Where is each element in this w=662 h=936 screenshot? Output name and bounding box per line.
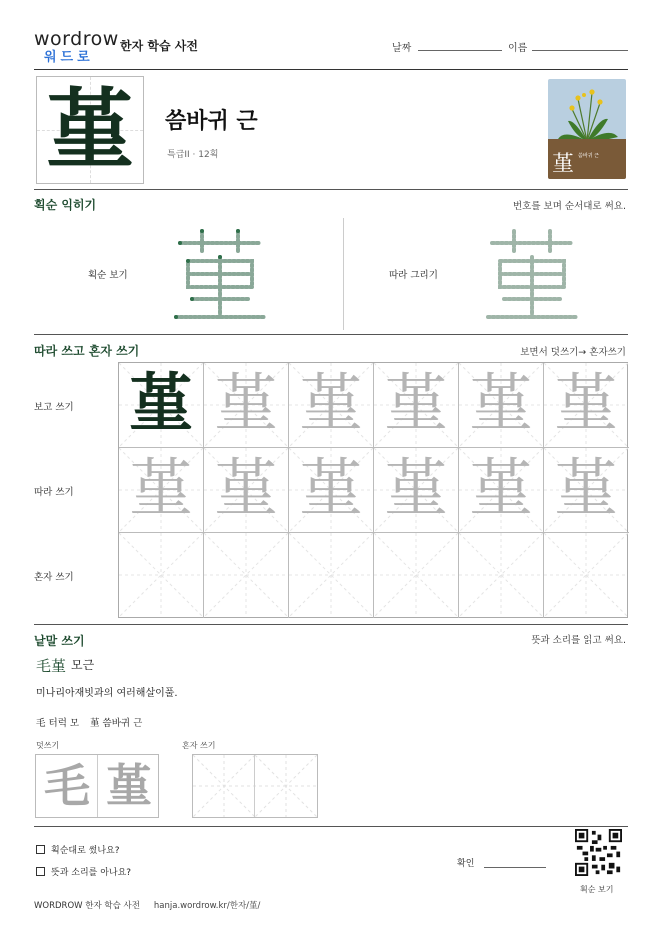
breakdown-gloss: 터럭 모 bbox=[48, 718, 80, 729]
trace-character: 堇 bbox=[299, 368, 363, 442]
hero-character-box bbox=[36, 76, 144, 184]
trace-character: 堇 bbox=[554, 368, 618, 442]
trace-cell[interactable] bbox=[98, 755, 160, 817]
confirm-signature-field[interactable] bbox=[484, 867, 546, 868]
practice-grid bbox=[118, 362, 628, 618]
practice-cell[interactable] bbox=[374, 363, 459, 448]
checkbox[interactable] bbox=[36, 867, 45, 876]
date-field[interactable] bbox=[418, 50, 502, 51]
practice-cell[interactable] bbox=[204, 363, 289, 448]
character-meta: 특급II · 12획 bbox=[167, 150, 219, 160]
app-title: 한자 학습 사전 bbox=[120, 39, 198, 53]
logo-wordmark: wordrow bbox=[34, 28, 119, 50]
solo-cell[interactable] bbox=[255, 755, 317, 817]
trace-character: 堇 bbox=[214, 368, 278, 442]
row-label-solo: 혼자 쓰기 bbox=[34, 572, 74, 583]
word-solo-grid bbox=[192, 754, 318, 818]
date-label: 날짜 bbox=[392, 43, 412, 54]
practice-cell[interactable] bbox=[459, 363, 544, 448]
practice-cell[interactable] bbox=[544, 363, 629, 448]
checklist-text: 획순대로 썼나요? bbox=[51, 846, 120, 856]
stroke-order-diagram bbox=[170, 225, 270, 325]
checklist-item[interactable] bbox=[36, 865, 131, 878]
practice-cell[interactable] bbox=[289, 533, 374, 618]
divider bbox=[34, 826, 628, 827]
name-label: 이름 bbox=[508, 43, 528, 54]
practice-cell[interactable] bbox=[289, 448, 374, 533]
word-trace-grid bbox=[35, 754, 159, 818]
trace-character: 堇 bbox=[299, 453, 363, 527]
breakdown-char: 堇 bbox=[90, 718, 100, 729]
practice-cell[interactable] bbox=[119, 448, 204, 533]
trace-character: 堇 bbox=[129, 453, 193, 527]
breakdown-item bbox=[36, 715, 79, 729]
breakdown-item bbox=[90, 715, 142, 729]
trace-character: 堇 bbox=[384, 453, 448, 527]
stroke-view-label: 획순 보기 bbox=[88, 270, 128, 281]
practice-cell[interactable] bbox=[204, 533, 289, 618]
vertical-divider bbox=[343, 218, 344, 330]
divider bbox=[34, 624, 628, 625]
trace-label: 덧쓰기 bbox=[36, 741, 60, 750]
practice-section-hint: 보면서 덧쓰기→ 혼자쓰기 bbox=[520, 347, 626, 358]
cell-guides bbox=[289, 533, 373, 617]
practice-cell[interactable] bbox=[119, 533, 204, 618]
practice-cell[interactable] bbox=[119, 363, 204, 448]
cell-guides bbox=[119, 533, 203, 617]
breakdown-char: 毛 bbox=[36, 718, 46, 729]
thumbnail-caption: 씀바귀 근 bbox=[578, 153, 599, 159]
trace-character: 堇 bbox=[214, 453, 278, 527]
hero-character: 堇 bbox=[45, 78, 134, 182]
plant-thumbnail bbox=[548, 79, 626, 179]
trace-cell[interactable] bbox=[36, 755, 98, 817]
row-label-trace: 따라 쓰기 bbox=[34, 487, 74, 498]
word-section-hint: 뜻과 소리를 읽고 써요. bbox=[531, 635, 626, 646]
word-reading: 모근 bbox=[71, 658, 95, 672]
name-field[interactable] bbox=[532, 50, 628, 51]
solo-cell[interactable] bbox=[193, 755, 255, 817]
practice-cell[interactable] bbox=[459, 533, 544, 618]
row-label-model: 보고 쓰기 bbox=[34, 402, 74, 413]
trace-character: 堇 bbox=[469, 453, 533, 527]
practice-cell[interactable] bbox=[374, 448, 459, 533]
breakdown-gloss: 씀바귀 근 bbox=[102, 718, 143, 729]
cell-guides bbox=[374, 533, 458, 617]
character-name: 씀바귀 근 bbox=[165, 109, 258, 134]
divider bbox=[34, 189, 628, 190]
logo-korean: 워드로 bbox=[44, 50, 94, 65]
practice-cell[interactable] bbox=[544, 533, 629, 618]
divider bbox=[34, 334, 628, 335]
practice-cell[interactable] bbox=[289, 363, 374, 448]
trace-character: 堇 bbox=[554, 453, 618, 527]
page-header bbox=[34, 28, 628, 70]
confirm-label: 확인 bbox=[457, 859, 475, 869]
thumbnail-character: 堇 bbox=[552, 152, 575, 177]
practice-cell[interactable] bbox=[544, 448, 629, 533]
practice-section-title: 따라 쓰고 혼자 쓰기 bbox=[34, 344, 140, 358]
footer-brand: WORDROW 한자 학습 사전 bbox=[34, 901, 140, 911]
solo-label: 혼자 쓰기 bbox=[182, 741, 216, 750]
model-character: 堇 bbox=[129, 367, 193, 442]
checklist-item[interactable] bbox=[36, 843, 120, 856]
word-section-title: 낱말 쓰기 bbox=[34, 634, 85, 648]
stroke-section-title: 획순 익히기 bbox=[34, 198, 97, 212]
qr-label: 획순 보기 bbox=[580, 885, 614, 894]
trace-character: 堇 bbox=[469, 368, 533, 442]
practice-cell[interactable] bbox=[374, 533, 459, 618]
word-meaning: 미나리아재빗과의 여러해살이풀. bbox=[36, 688, 178, 699]
cell-guides bbox=[544, 533, 628, 617]
footer-url[interactable]: hanja.wordrow.kr/한자/堇/ bbox=[153, 901, 261, 911]
trace-character: 堇 bbox=[106, 759, 152, 813]
cell-guides bbox=[204, 533, 288, 617]
qr-code-icon[interactable] bbox=[575, 829, 622, 876]
page-footer bbox=[34, 899, 260, 911]
stroke-section-hint: 번호를 보며 순서대로 써요. bbox=[512, 201, 626, 212]
trace-character: 堇 bbox=[384, 368, 448, 442]
checkbox[interactable] bbox=[36, 845, 45, 854]
trace-character: 毛 bbox=[44, 759, 90, 813]
cell-guides bbox=[459, 533, 543, 617]
checklist-text: 뜻과 소리를 아나요? bbox=[51, 868, 132, 878]
practice-cell[interactable] bbox=[459, 448, 544, 533]
stroke-trace-label: 따라 그리기 bbox=[389, 270, 438, 281]
practice-cell[interactable] bbox=[204, 448, 289, 533]
word-hanja: 毛堇 bbox=[36, 657, 67, 675]
wordrow-logo bbox=[34, 28, 119, 65]
stroke-trace-diagram[interactable] bbox=[482, 225, 582, 325]
